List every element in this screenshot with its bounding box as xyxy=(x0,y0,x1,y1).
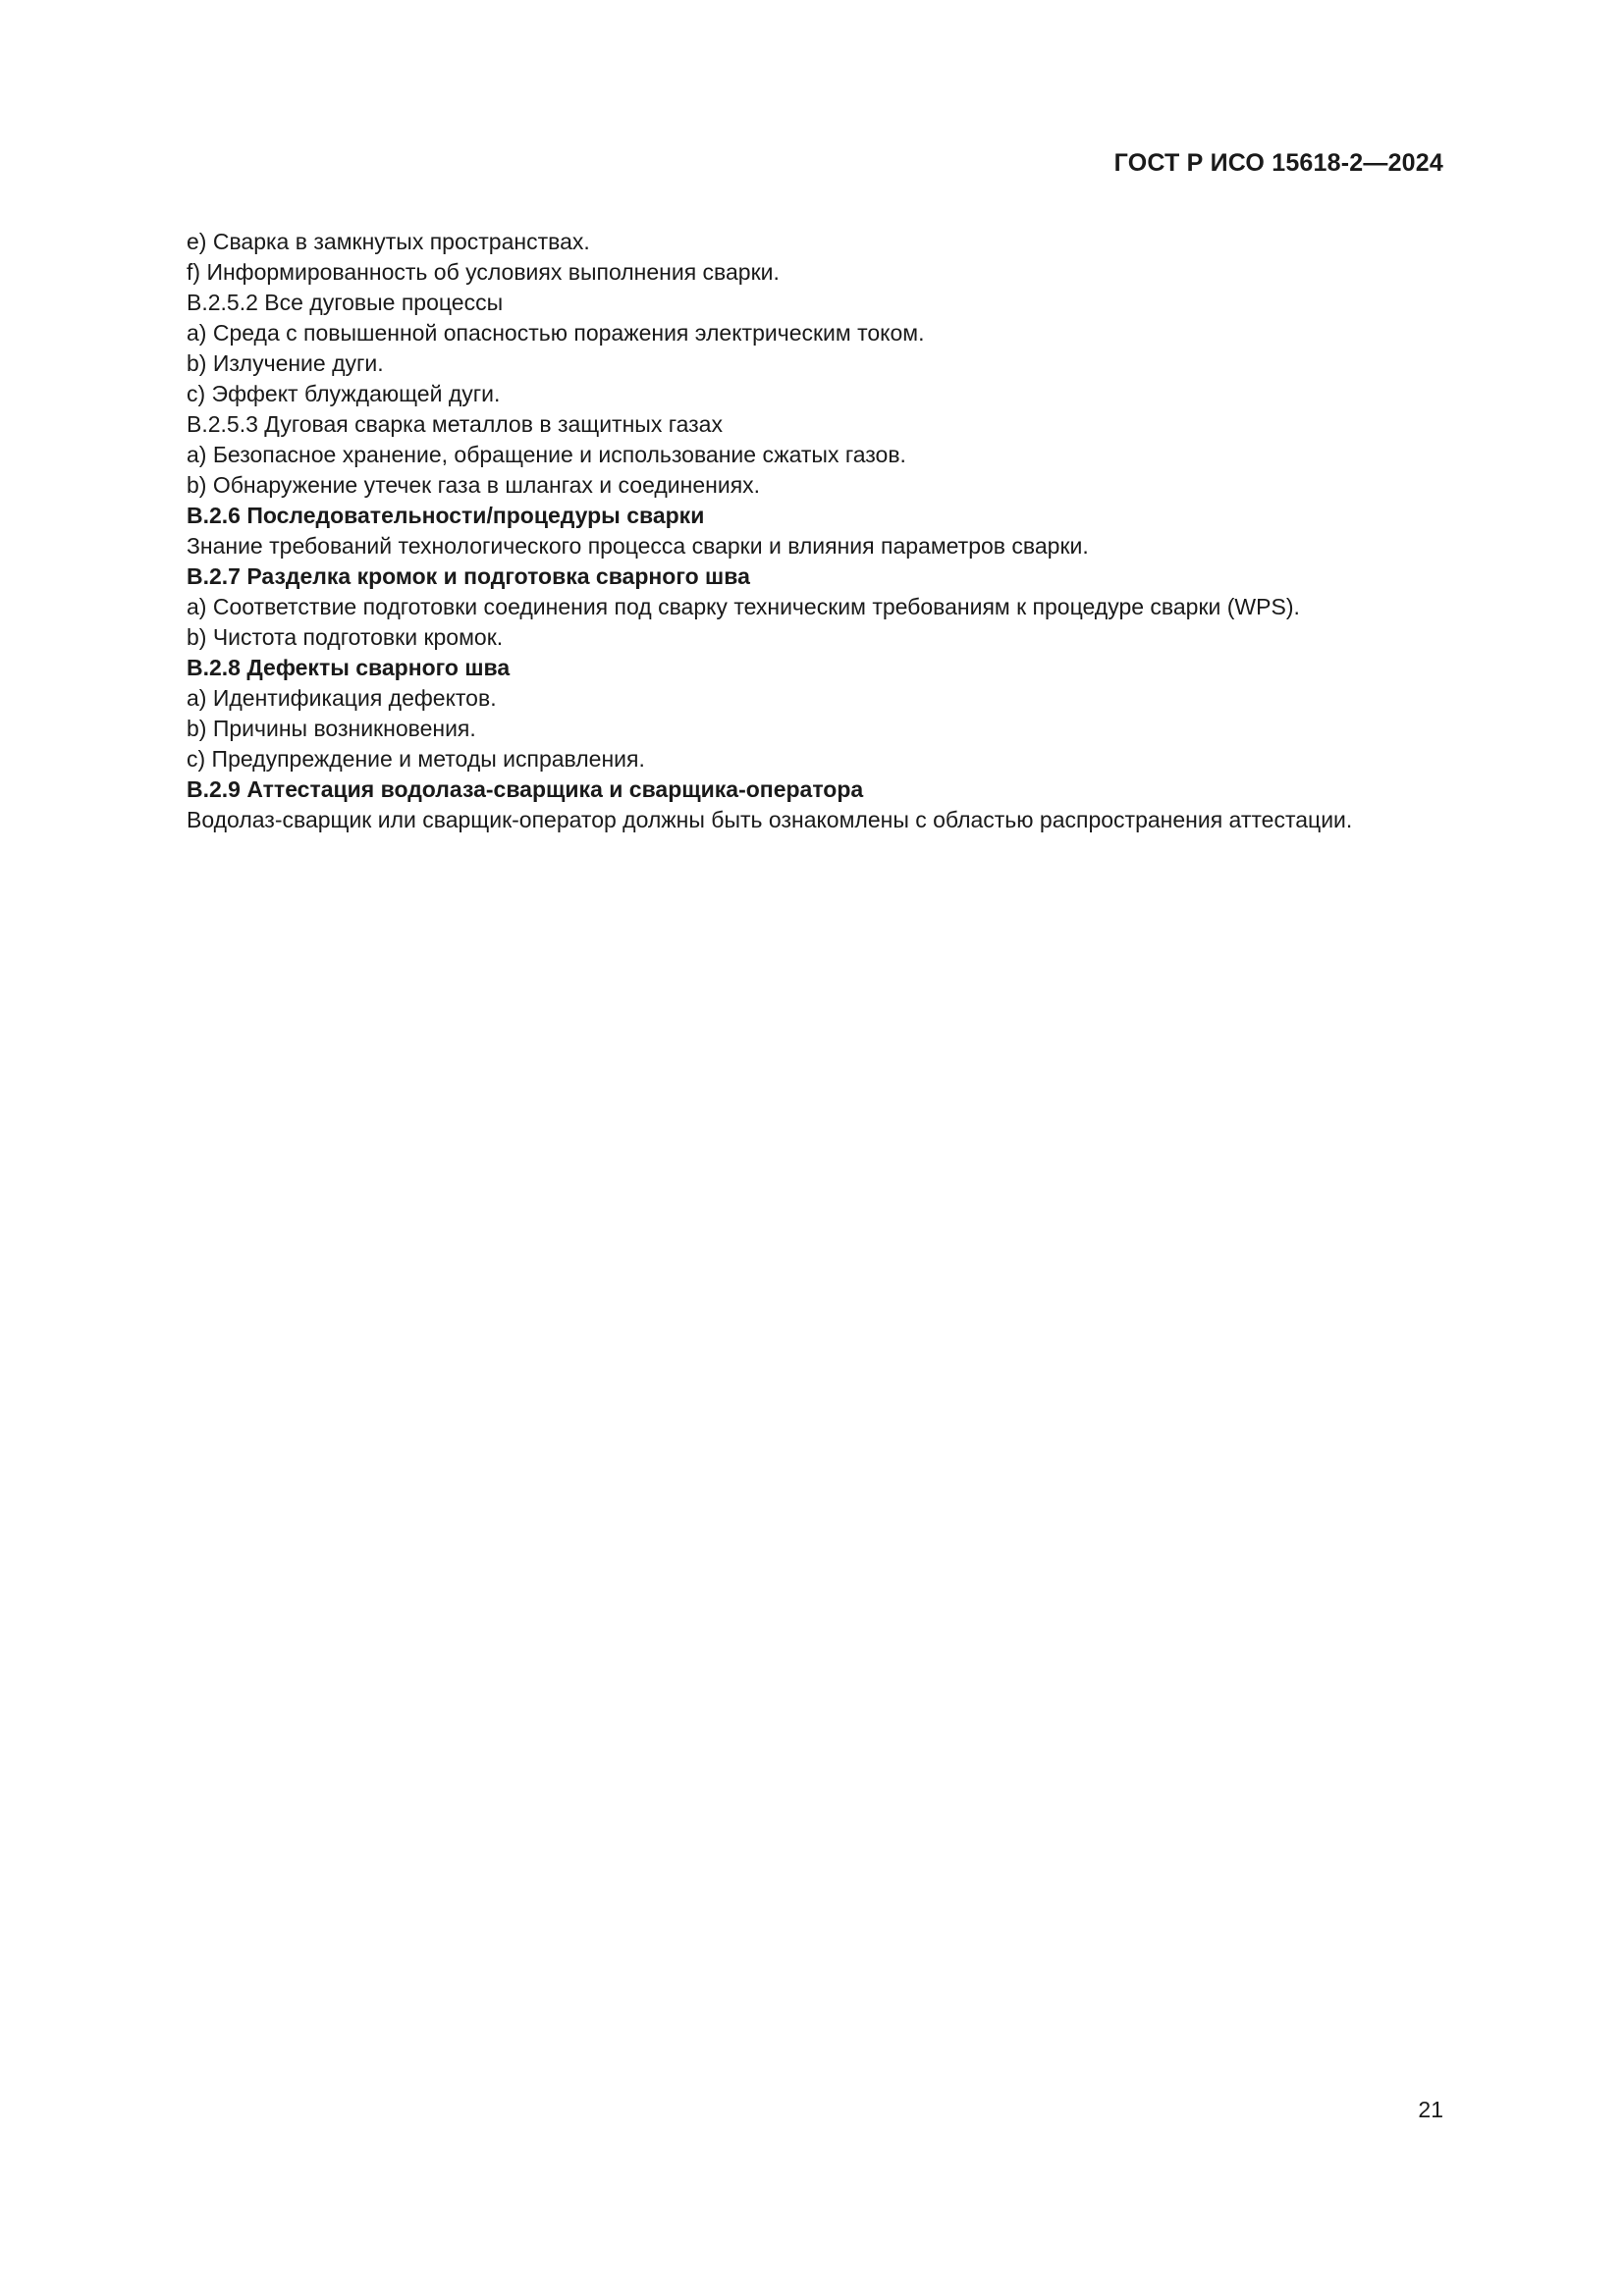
text-line: B.2.5.3 Дуговая сварка металлов в защитных газах xyxy=(187,411,723,437)
document-header-code: ГОСТ Р ИСО 15618-2—2024 xyxy=(1113,149,1443,177)
text-line: b) Излучение дуги. xyxy=(187,350,384,376)
section-heading: B.2.6 Последовательности/процедуры сварки xyxy=(187,503,705,528)
text-line: b) Обнаружение утечек газа в шлангах и соединениях. xyxy=(187,472,761,498)
text-line: c) Предупреждение и методы исправления. xyxy=(187,746,645,772)
section-heading: B.2.7 Разделка кромок и подготовка сварного шва xyxy=(187,563,750,589)
section-heading: B.2.8 Дефекты сварного шва xyxy=(187,655,511,680)
text-line: B.2.5.2 Все дуговые процессы xyxy=(187,290,504,315)
text-line: f) Информированность об условиях выполнения сварки. xyxy=(187,259,780,285)
text-line: a) Идентификация дефектов. xyxy=(187,685,497,711)
final-paragraph: Водолаз-сварщик или сварщик-оператор должны быть ознакомлены с областью распространения аттестации. xyxy=(187,807,1353,832)
page-number: 21 xyxy=(1418,2097,1443,2122)
text-line: c) Эффект блуждающей дуги. xyxy=(187,381,501,406)
text-line: a) Безопасное хранение, обращение и использование сжатых газов. xyxy=(187,442,906,467)
text-line: b) Чистота подготовки кромок. xyxy=(187,624,504,650)
section-lines xyxy=(117,227,1444,805)
document-body xyxy=(117,227,1444,835)
text-line: e) Сварка в замкнутых пространствах. xyxy=(187,229,590,254)
text-line: a) Соответствие подготовки соединения под сварку техническим требованиям к процедуре сварки (WPS). xyxy=(187,594,1300,619)
section-heading: B.2.9 Аттестация водолаза-сварщика и сварщика-оператора xyxy=(187,776,864,802)
text-line: b) Причины возникновения. xyxy=(187,716,476,741)
text-line: Знание требований технологического процесса сварки и влияния параметров сварки. xyxy=(187,533,1089,559)
text-line: a) Среда с повышенной опасностью поражения электрическим током. xyxy=(187,320,925,346)
